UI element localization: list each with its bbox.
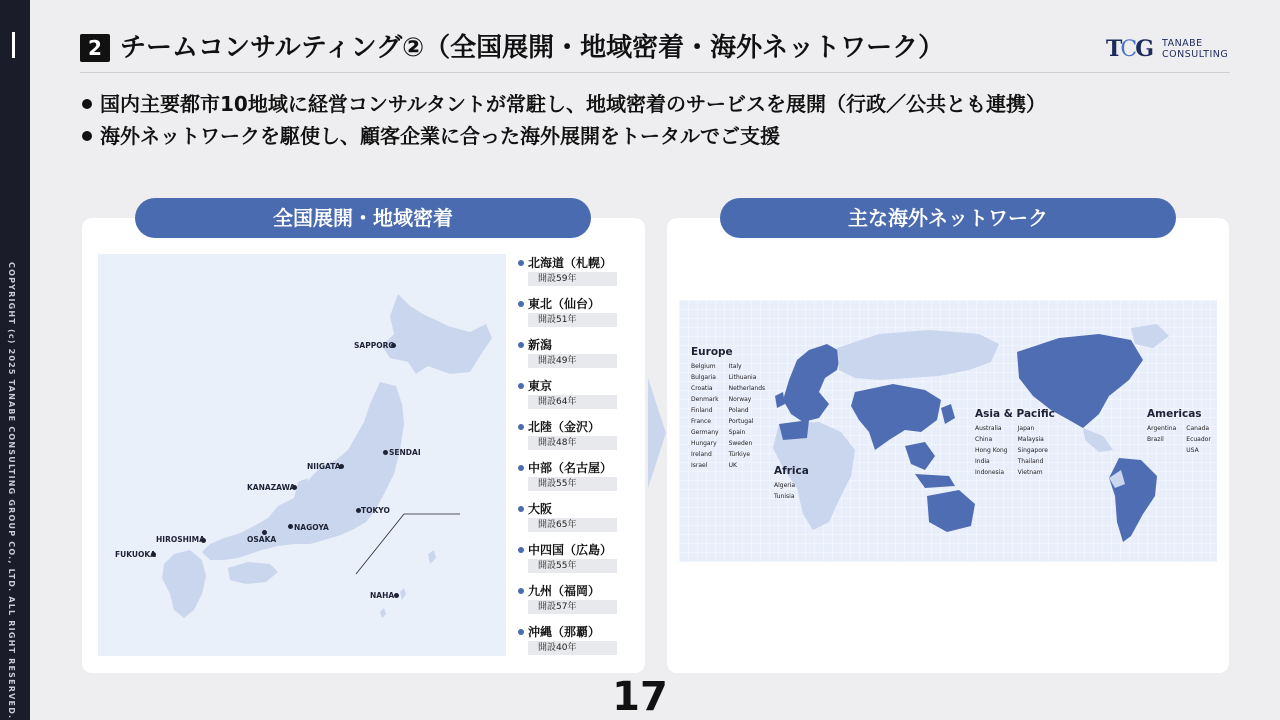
slide-title: チームコンサルティング②（全国展開・地域密着・海外ネットワーク） [120,33,945,63]
city-label-osaka: OSAKA [247,535,277,544]
company-logo [1106,36,1230,62]
list-item: 北陸（金沢） 開設48年 [518,419,628,460]
region-europe: Europe Belgium Bulgaria Croatia Denmark Finland France Germany Hungary Ireland Israel Italy Lithuania Netherlands Norway Poland Portugal Spain Sweden Türkiye UK [691,346,766,469]
city-label-sapporo: SAPPORO [354,341,395,350]
region-americas: Americas Argentina Brazil Canada Ecuador USA [1147,408,1211,454]
logo-text: TANABE CONSULTING [1162,38,1229,60]
city-dot-nagoya [288,524,293,529]
list-item: 新潟 開設49年 [518,337,628,378]
city-label-hiroshima: HIROSHIMA [156,535,205,544]
domestic-heading: 全国展開・地域密着 [135,198,591,238]
bullet-item: 国内主要都市10地域に経営コンサルタントが常駐し、地域密着のサービスを展開（行政／公共とも連携） [82,88,1046,120]
bullet-item: 海外ネットワークを駆使し、顧客企業に合った海外展開をトータルでご支援 [82,120,1046,152]
city-dot-sendai [383,450,388,455]
list-item: 中四国（広島） 開設55年 [518,542,628,583]
branch-list [518,255,628,665]
bullet-dot-icon [518,506,524,512]
list-item: 東北（仙台） 開設51年 [518,296,628,337]
city-dot-naha [394,593,399,598]
bullet-dot-icon [518,383,524,389]
city-label-sendai: SENDAI [389,448,421,457]
bullet-dot-icon [518,588,524,594]
bullet-dot-icon [518,465,524,471]
city-label-nagoya: NAGOYA [294,523,329,532]
region-asia-pacific: Asia & Pacific Australia China Hong Kong India Indonesia Japan Malaysia Singapore Thailand Vietnam [975,408,1055,476]
left-sidebar [0,0,30,720]
city-label-fukuoka: FUKUOKA [115,550,156,559]
bullet-dot-icon [518,301,524,307]
city-label-tokyo: TOKYO [361,506,390,515]
bullet-dot-icon [518,629,524,635]
city-label-kanazawa: KANAZAWA [247,483,296,492]
page-number: 17 [612,674,668,720]
bullet-dot-icon [518,260,524,266]
bullet-list [82,88,1046,152]
list-item: 大阪 開設65年 [518,501,628,542]
copyright-text: COPYRIGHT (c) 2025 TANABE CONSULTING GROUP CO., LTD. ALL RIGHT RESERVED. [7,262,16,720]
bullet-dot-icon [82,131,92,141]
japan-map [98,254,506,656]
title-divider [80,72,1230,73]
bullet-dot-icon [518,342,524,348]
chevron-right-icon [648,378,666,488]
bullet-dot-icon [518,547,524,553]
world-map [679,300,1217,562]
bullet-dot-icon [518,424,524,430]
region-africa: Africa Algeria Tunisia [774,465,809,500]
overseas-heading: 主な海外ネットワーク [720,198,1176,238]
list-item: 東京 開設64年 [518,378,628,419]
list-item: 中部（名古屋） 開設55年 [518,460,628,501]
sidebar-marker [12,32,15,58]
city-label-naha: NAHA [370,591,395,600]
logo-mark: TCG [1106,36,1153,62]
list-item: 北海道（札幌） 開設59年 [518,255,628,296]
bullet-dot-icon [82,99,92,109]
section-number: 2 [80,34,110,62]
list-item: 沖縄（那覇） 開設40年 [518,624,628,665]
list-item: 九州（福岡） 開設57年 [518,583,628,624]
slide-header [80,30,1230,66]
japan-map-shape [98,254,506,656]
city-label-niigata: NIIGATA [307,462,341,471]
